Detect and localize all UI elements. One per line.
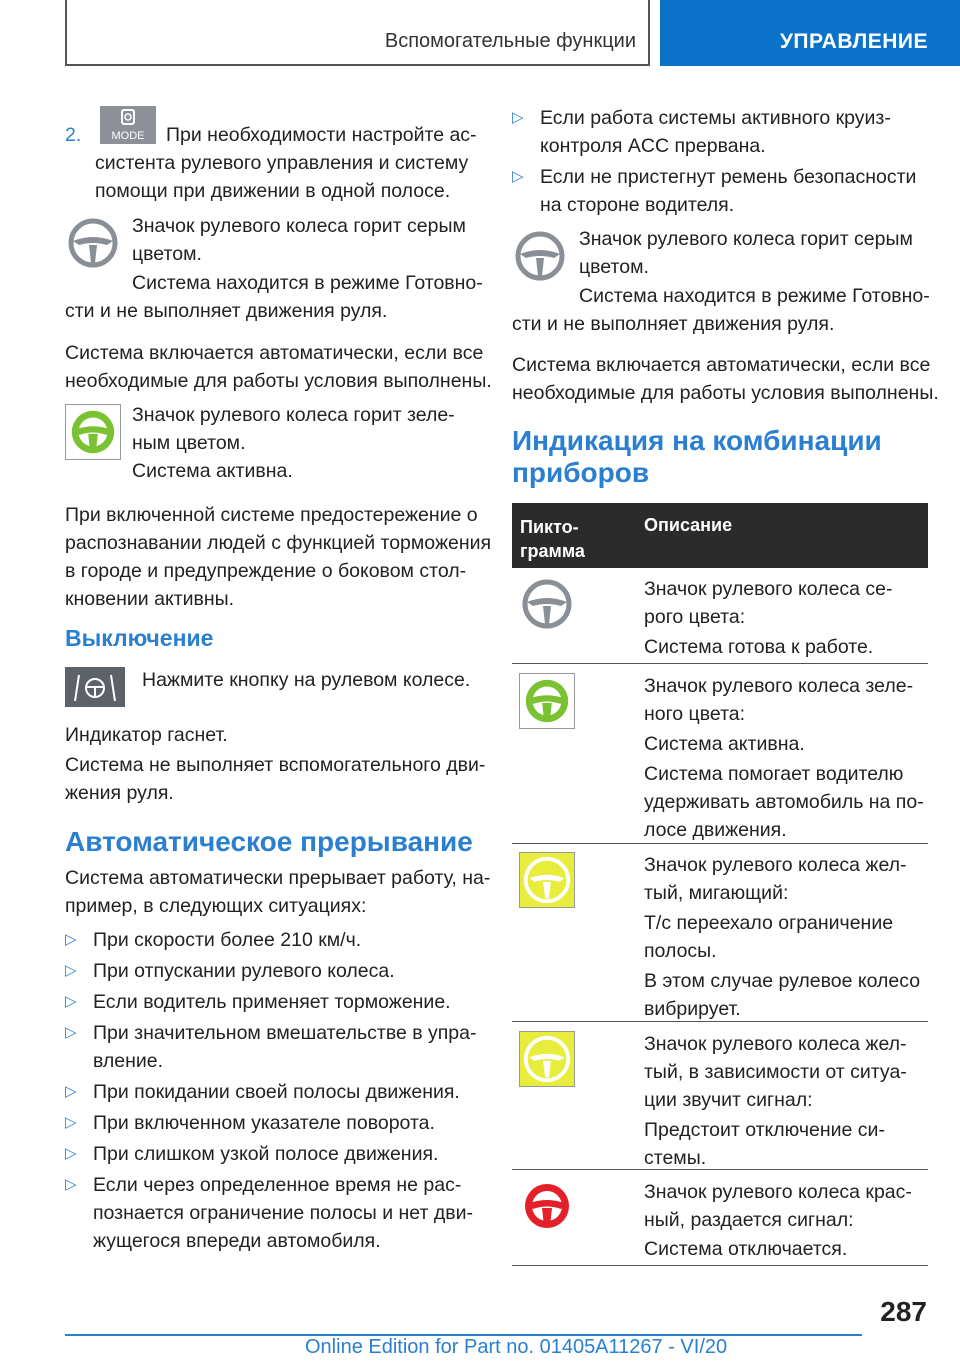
list-item-cont: вление. — [93, 1050, 164, 1072]
row-divider — [512, 1021, 928, 1022]
green-text-a: Значок рулевого колеса горит зеле- — [132, 404, 455, 426]
list-item: ▷ При слишком узкой полосе движения. — [65, 1143, 439, 1165]
step2-text-b: систента рулевого управления и систему — [95, 152, 469, 174]
protect-text-d: кновении активны. — [65, 588, 235, 610]
table-cell: Система отключается. — [644, 1238, 848, 1260]
mode-button-icon — [100, 106, 156, 144]
table-cell: Значок рулевого колеса зеле- — [644, 675, 914, 697]
list-item-cont: контроля ACC прервана. — [540, 135, 766, 157]
grey-text-b: цветом. — [579, 256, 649, 278]
grey-text-c: Система находится в режиме Готовно- — [579, 285, 930, 307]
list-item: ▷ Если работа системы активного круиз- — [512, 107, 891, 129]
off-text-c: Система не выполняет вспомогательного дви- — [65, 754, 486, 776]
grey-text-d: сти и не выполняет движения руля. — [512, 313, 835, 335]
table-cell: Значок рулевого колеса крас- — [644, 1181, 912, 1203]
green-text-b: ным цветом. — [132, 432, 246, 454]
table-cell: Система активна. — [644, 733, 805, 755]
table-cell: лосе движения. — [644, 819, 787, 841]
steering-wheel-yellow-icon — [519, 1031, 575, 1087]
list-item: ▷ При отпускании рулевого колеса. — [65, 960, 395, 982]
table-cell: Значок рулевого колеса се- — [644, 578, 893, 600]
off-text-a: Нажмите кнопку на рулевом колесе. — [142, 669, 471, 691]
step2-text-c: помощи при движении в одной полосе. — [95, 180, 451, 202]
row-divider — [512, 663, 928, 664]
grey-text-b: цветом. — [132, 243, 202, 265]
chapter-title: УПРАВЛЕНИЕ — [779, 30, 928, 53]
section-title: Вспомогательные функции — [384, 30, 636, 52]
edition-footer: Online Edition for Part no. 01405A11267 - VI/20 — [305, 1336, 728, 1358]
list-item: ▷ При включенном указателе поворота. — [65, 1112, 435, 1134]
column-header-description: Описание — [644, 515, 733, 535]
table-cell: вибрирует. — [644, 998, 741, 1020]
list-item: ▷ При значительном вмешательстве в упра- — [65, 1022, 477, 1044]
protect-text-a: При включенной системе предостережение о — [65, 504, 478, 526]
list-item: ▷ Если через определенное время не рас- — [65, 1174, 462, 1196]
grey-text-a: Значок рулевого колеса горит серым — [579, 228, 913, 250]
interrupt-text-a: Система автоматически прерывает работу, на- — [65, 867, 491, 889]
list-item: ▷ Если не пристегнут ремень безопасности — [512, 166, 917, 188]
table-cell: полосы. — [644, 940, 717, 962]
row-divider — [512, 843, 928, 844]
steering-wheel-grey-icon — [512, 228, 568, 284]
display-heading-a: Индикация на комбинации — [512, 425, 882, 456]
list-item: ▷ Если водитель применяет торможение. — [65, 991, 451, 1013]
list-item-cont: на стороне водителя. — [540, 194, 735, 216]
list-item: ▷ При покидании своей полосы движения. — [65, 1081, 460, 1103]
grey-text-a: Значок рулевого колеса горит серым — [132, 215, 466, 237]
protect-text-b: распознавании людей с функцией торможения — [65, 532, 492, 554]
page-number: 287 — [880, 1296, 927, 1327]
table-cell: В этом случае рулевое колесо — [644, 970, 921, 992]
table-cell: ный, раздается сигнал: — [644, 1209, 854, 1231]
steering-assist-button-icon — [65, 667, 125, 707]
steering-wheel-green-icon — [519, 673, 575, 729]
row-divider — [512, 1265, 928, 1266]
grey-text-d: сти и не выполняет движения руля. — [65, 300, 388, 322]
grey-text-c: Система находится в режиме Готовно- — [132, 272, 483, 294]
table-header — [512, 503, 928, 568]
display-heading-b: приборов — [512, 457, 650, 488]
auto-text-b: необходимые для работы условия выполнены. — [65, 370, 492, 392]
steering-wheel-yellow-icon — [519, 852, 575, 908]
table-cell: Значок рулевого колеса жел- — [644, 1033, 907, 1055]
list-item-cont: жущегося впереди автомобиля. — [93, 1230, 381, 1252]
table-cell: рого цвета: — [644, 606, 746, 628]
auto-text-b: необходимые для работы условия выполнены. — [512, 382, 939, 404]
steering-wheel-grey-icon — [519, 576, 575, 632]
off-text-b: Индикатор гаснет. — [65, 724, 228, 746]
steering-wheel-green-icon — [65, 404, 121, 460]
table-cell: тый, мигающий: — [644, 882, 789, 904]
steering-wheel-red-icon — [519, 1178, 575, 1234]
auto-text-a: Система включается автоматически, если все — [512, 354, 931, 376]
table-cell: ции звучит сигнал: — [644, 1089, 813, 1111]
list-item: ▷ При скорости более 210 км/ч. — [65, 929, 362, 951]
table-cell: ного цвета: — [644, 703, 746, 725]
steering-wheel-grey-icon — [65, 215, 121, 271]
auto-text-a: Система включается автоматически, если все — [65, 342, 484, 364]
off-heading: Выключение — [65, 625, 214, 651]
interrupt-text-b: пример, в следующих ситуациях: — [65, 895, 367, 917]
mode-label: MODE — [111, 130, 145, 142]
table-cell: тый, в зависимости от ситуа- — [644, 1061, 907, 1083]
column-header-icon: Пикто- грамма — [520, 517, 585, 561]
table-cell: Система помогает водителю — [644, 763, 904, 785]
table-cell: Значок рулевого колеса жел- — [644, 854, 907, 876]
protect-text-c: в городе и предупреждение о боковом стол- — [65, 560, 467, 582]
interrupt-heading: Автоматическое прерывание — [65, 826, 473, 857]
row-divider — [512, 1169, 928, 1170]
table-cell: удерживать автомобиль на по- — [644, 791, 924, 813]
table-cell: Т/с переехало ограничение — [644, 912, 894, 934]
green-text-c: Система активна. — [132, 460, 293, 482]
table-cell: Предстоит отключение си- — [644, 1119, 885, 1141]
step2-text-a: При необходимости настройте ас- — [166, 124, 477, 146]
off-text-d: жения руля. — [65, 782, 174, 804]
section-tab — [65, 0, 650, 66]
step-number: 2. — [65, 124, 82, 146]
table-cell: стемы. — [644, 1147, 707, 1169]
table-cell: Система готова к работе. — [644, 636, 874, 658]
list-item-cont: познается ограничение полосы и нет дви- — [93, 1202, 473, 1224]
page-header — [0, 0, 960, 66]
chapter-tab — [660, 0, 960, 66]
